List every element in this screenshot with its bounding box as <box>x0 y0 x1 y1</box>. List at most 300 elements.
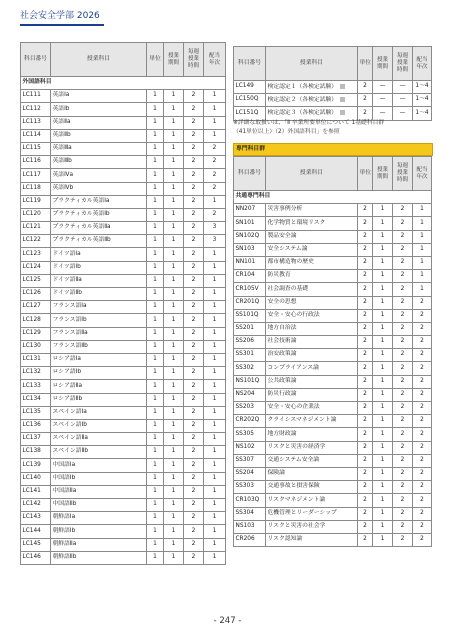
col-header-code: 科目番号 <box>234 47 266 81</box>
cell-year: 2 <box>413 533 432 546</box>
cell-code: LC142 <box>21 499 51 512</box>
cell-name: 安全システム論 <box>266 243 358 256</box>
cell-credits: 2 <box>358 204 373 217</box>
cell-name: 朝鮮語Ⅰa <box>51 512 147 525</box>
col-header-credits: 単位 <box>358 47 373 81</box>
cell-name: 英語Ⅱb <box>51 129 147 142</box>
cell-year: 2 <box>413 507 432 520</box>
table-row <box>21 261 226 274</box>
cell-hours: 2 <box>393 283 413 296</box>
cell-credits: 1 <box>147 169 164 182</box>
cell-year: 2 <box>413 402 432 415</box>
cell-credits: 2 <box>358 441 373 454</box>
cell-hours: 2 <box>184 222 204 235</box>
cell-name: スペイン語Ⅱa <box>51 433 147 446</box>
cell-code: LC117 <box>21 169 51 182</box>
cell-period: 1 <box>373 494 393 507</box>
cell-name: ロシア語Ⅱb <box>51 393 147 406</box>
cell-period: 1 <box>373 296 393 309</box>
cell-period: 1 <box>373 349 393 362</box>
cell-period: 1 <box>164 485 184 498</box>
cell-credits: 1 <box>147 433 164 446</box>
table-row <box>21 208 226 221</box>
note-line-1: ※詳細な取扱いは、「Ⅱ 卒業所要単位について 1基礎科目群 <box>233 120 385 126</box>
cell-credits: 2 <box>358 270 373 283</box>
cell-year: 1 <box>413 204 432 217</box>
cell-credits: 2 <box>358 107 373 120</box>
cell-code: LC132 <box>21 367 51 380</box>
cell-year: 2 <box>413 494 432 507</box>
table-row <box>21 142 226 155</box>
cell-year: 2 <box>413 441 432 454</box>
cell-credits: 2 <box>358 375 373 388</box>
table-row <box>234 322 432 335</box>
cell-name: 英語Ⅰa <box>51 90 147 103</box>
cell-period: 1 <box>373 533 393 546</box>
cell-code: NN101 <box>234 256 266 269</box>
table-row <box>21 485 226 498</box>
cell-credits: 1 <box>147 301 164 314</box>
cell-period: 1 <box>373 336 393 349</box>
cell-code: LC125 <box>21 274 51 287</box>
cell-credits: 1 <box>147 353 164 366</box>
cell-year: 1〜4 <box>413 81 432 94</box>
cell-hours: — <box>393 94 413 107</box>
cell-name: 英語Ⅲb <box>51 156 147 169</box>
cell-period: 1 <box>164 156 184 169</box>
col-header-hours: 毎週 授業 時間 <box>184 43 204 77</box>
table-row <box>234 81 432 94</box>
cell-code: LC121 <box>21 222 51 235</box>
cell-code: LC120 <box>21 208 51 221</box>
cell-period: 1 <box>164 274 184 287</box>
certification-course-table <box>233 46 432 121</box>
cell-code: LC119 <box>21 195 51 208</box>
cell-hours: 2 <box>184 499 204 512</box>
cell-year: 1 <box>204 538 226 551</box>
cell-credits: 2 <box>358 81 373 94</box>
col-header-year: 配当 年次 <box>413 157 432 191</box>
cell-credits: 2 <box>358 296 373 309</box>
cell-credits: 1 <box>147 195 164 208</box>
section-title-common-specialized: 共通専門科目 <box>234 191 432 204</box>
cell-hours: 2 <box>393 507 413 520</box>
cell-year: 2 <box>413 454 432 467</box>
cell-credits: 1 <box>147 446 164 459</box>
cell-hours: 2 <box>393 428 413 441</box>
cell-year: 1 <box>204 393 226 406</box>
table-row <box>234 441 432 454</box>
cell-credits: 1 <box>147 142 164 155</box>
table-row <box>234 283 432 296</box>
cell-name: フランス語Ⅱa <box>51 327 147 340</box>
cell-credits: 1 <box>147 103 164 116</box>
table-row <box>234 309 432 322</box>
cell-code: SS301 <box>234 349 266 362</box>
cell-year: 1 <box>413 283 432 296</box>
table-row <box>234 428 432 441</box>
cell-year: 1 <box>413 256 432 269</box>
cell-year: 1 <box>204 301 226 314</box>
cell-credits: 2 <box>358 481 373 494</box>
cell-credits: 1 <box>147 459 164 472</box>
cell-hours: 2 <box>184 551 204 564</box>
table-row <box>21 340 226 353</box>
cell-hours: 2 <box>393 204 413 217</box>
cell-code: LC122 <box>21 235 51 248</box>
cell-hours: 2 <box>184 261 204 274</box>
cell-name: 地方財政論 <box>266 428 358 441</box>
col-header-credits: 単位 <box>358 157 373 191</box>
cell-name: 都市構造物の歴史 <box>266 256 358 269</box>
cell-code: LC134 <box>21 393 51 406</box>
cell-name: 安全・安心の行政法 <box>266 309 358 322</box>
table-row <box>21 288 226 301</box>
cell-credits: 2 <box>358 336 373 349</box>
cell-credits: 1 <box>147 116 164 129</box>
cell-code: NN207 <box>234 204 266 217</box>
table-row <box>234 270 432 283</box>
cell-year: 2 <box>413 388 432 401</box>
cell-credits: 2 <box>358 309 373 322</box>
cell-credits: 1 <box>147 274 164 287</box>
cell-period: 1 <box>164 353 184 366</box>
table-row <box>21 129 226 142</box>
col-header-year: 配当 年次 <box>204 43 226 77</box>
cell-period: 1 <box>164 433 184 446</box>
cell-hours: 2 <box>184 406 204 419</box>
section-title-foreign-language: 外国語科目 <box>21 77 226 90</box>
foreign-language-course-table <box>20 42 226 565</box>
table-row <box>21 301 226 314</box>
cell-code: CR103Q <box>234 494 266 507</box>
cell-year: 2 <box>413 428 432 441</box>
cell-year: 1 <box>413 270 432 283</box>
cell-hours: 2 <box>393 494 413 507</box>
cell-credits: 2 <box>358 402 373 415</box>
cell-period: 1 <box>164 182 184 195</box>
cell-hours: 2 <box>184 116 204 129</box>
cell-year: 1 <box>204 433 226 446</box>
cell-name: 公共政策論 <box>266 375 358 388</box>
cell-name: 中国語Ⅱb <box>51 499 147 512</box>
cell-credits: 1 <box>147 380 164 393</box>
table-row <box>21 116 226 129</box>
cell-code: SS307 <box>234 454 266 467</box>
cell-hours: 2 <box>393 230 413 243</box>
cell-name: リスク認知論 <box>266 533 358 546</box>
note-line-2: （41単位以上）（2）外国語科目」を参照 <box>233 128 340 135</box>
cell-period: 1 <box>164 525 184 538</box>
col-header-credits: 単位 <box>147 43 164 77</box>
cell-hours: 2 <box>184 393 204 406</box>
cell-hours: 2 <box>184 169 204 182</box>
cell-code: SN103 <box>234 243 266 256</box>
table-row <box>234 94 432 107</box>
table-row <box>21 433 226 446</box>
cell-year: 1 <box>204 116 226 129</box>
table-row <box>21 222 226 235</box>
cell-name: ドイツ語Ⅱa <box>51 274 147 287</box>
table-row <box>234 520 432 533</box>
table-row <box>21 419 226 432</box>
cell-hours: 2 <box>184 195 204 208</box>
cell-year: 1 <box>204 446 226 459</box>
cell-hours: 2 <box>393 415 413 428</box>
cell-name: 地方自治法 <box>266 322 358 335</box>
cell-code: LC123 <box>21 248 51 261</box>
cell-credits: 1 <box>147 499 164 512</box>
cell-name: 英語Ⅳa <box>51 169 147 182</box>
table-row <box>21 551 226 564</box>
cell-year: 3 <box>204 235 226 248</box>
cell-year: 1〜4 <box>413 107 432 120</box>
cell-credits: 1 <box>147 327 164 340</box>
cell-year: 1 <box>204 314 226 327</box>
table-row <box>234 230 432 243</box>
cell-credits: 2 <box>358 415 373 428</box>
cell-hours: 2 <box>184 288 204 301</box>
page-header-title: 社会安全学部 2026 <box>20 11 100 21</box>
table-row <box>21 235 226 248</box>
table-row <box>234 507 432 520</box>
cell-code: LC129 <box>21 327 51 340</box>
cell-code: SS303 <box>234 481 266 494</box>
cell-year: 1 <box>413 243 432 256</box>
cell-period: 1 <box>164 208 184 221</box>
cell-year: 2 <box>413 520 432 533</box>
col-header-code: 科目番号 <box>21 43 51 77</box>
cell-period: 1 <box>164 446 184 459</box>
table-row <box>21 459 226 472</box>
cell-hours: 2 <box>393 362 413 375</box>
cell-year: 1 <box>204 512 226 525</box>
cell-code: LC135 <box>21 406 51 419</box>
cell-year: 1 <box>204 551 226 564</box>
cell-period: 1 <box>373 322 393 335</box>
cell-hours: 2 <box>184 353 204 366</box>
cell-credits: 1 <box>147 288 164 301</box>
cell-name: スペイン語Ⅰa <box>51 406 147 419</box>
cell-year: 1 <box>413 217 432 230</box>
table-row <box>21 367 226 380</box>
cell-name: 朝鮮語Ⅰb <box>51 525 147 538</box>
cell-name: 中国語Ⅰa <box>51 459 147 472</box>
cell-credits: 2 <box>358 283 373 296</box>
cell-credits: 2 <box>358 217 373 230</box>
table-row <box>21 353 226 366</box>
cell-name: 危機管理とリーダーシップ <box>266 507 358 520</box>
col-header-period: 授業 期間 <box>164 43 184 77</box>
cell-year: 1 <box>204 499 226 512</box>
table-row <box>234 243 432 256</box>
cell-year: 2 <box>204 182 226 195</box>
cell-period: 1 <box>164 551 184 564</box>
cell-period: 1 <box>373 467 393 480</box>
table-row <box>234 296 432 309</box>
cell-hours: 2 <box>184 142 204 155</box>
cell-hours: 2 <box>184 301 204 314</box>
cell-name: 検定認定２（各検定試験） <box>266 94 358 107</box>
cell-name: コンプライアンス論 <box>266 362 358 375</box>
cell-hours: 2 <box>393 441 413 454</box>
table-row <box>234 402 432 415</box>
cell-name: ロシア語Ⅰb <box>51 367 147 380</box>
cell-hours: 2 <box>393 402 413 415</box>
cell-year: 1〜4 <box>413 94 432 107</box>
cell-hours: 2 <box>393 270 413 283</box>
cell-hours: 2 <box>184 208 204 221</box>
cell-hours: 2 <box>393 336 413 349</box>
cell-hours: 2 <box>184 129 204 142</box>
cell-name: 災害事例分析 <box>266 204 358 217</box>
col-header-period: 授業 期間 <box>373 47 393 81</box>
cell-name: 英語Ⅱa <box>51 116 147 129</box>
cell-period: 1 <box>373 230 393 243</box>
cell-hours: 2 <box>393 533 413 546</box>
cell-year: 1 <box>204 195 226 208</box>
table-row <box>21 380 226 393</box>
cell-name: 防災教育 <box>266 270 358 283</box>
cell-name: リスクと災害の社会学 <box>266 520 358 533</box>
cell-period: 1 <box>164 288 184 301</box>
cell-code: NS103 <box>234 520 266 533</box>
cell-hours: — <box>393 107 413 120</box>
table-row <box>21 90 226 103</box>
cell-code: SS203 <box>234 402 266 415</box>
cell-name: 社会技術論 <box>266 336 358 349</box>
table-row <box>21 274 226 287</box>
cell-hours: 2 <box>184 314 204 327</box>
cell-credits: 1 <box>147 314 164 327</box>
cell-period: 1 <box>373 402 393 415</box>
table-row <box>234 388 432 401</box>
cell-code: SS206 <box>234 336 266 349</box>
cell-period: 1 <box>164 90 184 103</box>
table-row <box>234 481 432 494</box>
cell-credits: 2 <box>358 428 373 441</box>
col-header-name: 授業科目 <box>51 43 147 77</box>
cell-year: 1 <box>204 459 226 472</box>
col-header-name: 授業科目 <box>266 47 358 81</box>
cell-period: 1 <box>164 406 184 419</box>
cell-name: リスクと災害の経済学 <box>266 441 358 454</box>
table-row <box>21 314 226 327</box>
cell-period: 1 <box>373 507 393 520</box>
cell-code: SS304 <box>234 507 266 520</box>
cell-period: 1 <box>164 103 184 116</box>
table-row <box>21 103 226 116</box>
cell-code: LC112 <box>21 103 51 116</box>
cell-period: — <box>373 107 393 120</box>
cell-hours: 2 <box>184 525 204 538</box>
cell-year: 1 <box>204 367 226 380</box>
cell-year: 2 <box>413 375 432 388</box>
cell-name: 社会調査の基礎 <box>266 283 358 296</box>
cell-credits: 1 <box>147 419 164 432</box>
cell-hours: 2 <box>184 446 204 459</box>
cell-year: 1 <box>204 380 226 393</box>
cell-period: 1 <box>164 380 184 393</box>
cell-year: 2 <box>413 309 432 322</box>
cell-code: LC137 <box>21 433 51 446</box>
gray-marker-icon <box>340 84 345 89</box>
table-row <box>234 533 432 546</box>
cell-name: リスクマネジメント論 <box>266 494 358 507</box>
cell-code: CR202Q <box>234 415 266 428</box>
col-header-hours: 毎週 授業 時間 <box>393 157 413 191</box>
table-row <box>21 499 226 512</box>
cell-name: 検定認定１（各検定試験） <box>266 81 358 94</box>
cell-name: 安全・安心の企業法 <box>266 402 358 415</box>
cell-credits: 1 <box>147 406 164 419</box>
cell-year: 2 <box>413 415 432 428</box>
cell-period: 1 <box>373 309 393 322</box>
cell-code: LC149 <box>234 81 266 94</box>
table-row <box>21 512 226 525</box>
cell-period: 1 <box>164 419 184 432</box>
cell-period: — <box>373 81 393 94</box>
table-row <box>21 525 226 538</box>
table-row <box>234 362 432 375</box>
col-header-name: 授業科目 <box>266 157 358 191</box>
cell-code: LC150Q <box>234 94 266 107</box>
header-underline <box>20 24 104 26</box>
cell-year: 2 <box>413 296 432 309</box>
cell-code: LC138 <box>21 446 51 459</box>
cell-period: 1 <box>164 538 184 551</box>
cell-name: スペイン語Ⅱb <box>51 446 147 459</box>
cell-period: 1 <box>164 512 184 525</box>
cell-hours: 2 <box>184 90 204 103</box>
cell-credits: 1 <box>147 367 164 380</box>
col-header-year: 配当 年次 <box>413 47 432 81</box>
table-row <box>234 454 432 467</box>
cell-period: 1 <box>373 481 393 494</box>
cell-period: 1 <box>164 195 184 208</box>
cell-hours: 2 <box>184 340 204 353</box>
cell-period: 1 <box>164 459 184 472</box>
cell-hours: 2 <box>184 235 204 248</box>
cell-year: 1 <box>413 230 432 243</box>
cell-period: 1 <box>164 222 184 235</box>
cell-year: 1 <box>204 353 226 366</box>
cell-period: 1 <box>373 243 393 256</box>
cell-credits: 1 <box>147 248 164 261</box>
cell-period: 1 <box>373 256 393 269</box>
cell-name: プラクティカル英語Ⅱb <box>51 235 147 248</box>
cell-name: 製品安全論 <box>266 230 358 243</box>
cell-code: LC113 <box>21 116 51 129</box>
cell-credits: 2 <box>358 507 373 520</box>
cell-code: SN102Q <box>234 230 266 243</box>
table-row <box>21 472 226 485</box>
cell-period: 1 <box>373 217 393 230</box>
cell-hours: 2 <box>393 256 413 269</box>
cell-period: 1 <box>373 388 393 401</box>
cell-code: LC116 <box>21 156 51 169</box>
cell-year: 2 <box>204 142 226 155</box>
cell-code: LC144 <box>21 525 51 538</box>
cell-year: 1 <box>204 485 226 498</box>
cell-hours: 2 <box>184 512 204 525</box>
cell-year: 3 <box>204 222 226 235</box>
cell-year: 2 <box>204 208 226 221</box>
cell-year: 2 <box>413 362 432 375</box>
cell-hours: 2 <box>393 322 413 335</box>
cell-name: 保険論 <box>266 467 358 480</box>
table-row <box>234 415 432 428</box>
